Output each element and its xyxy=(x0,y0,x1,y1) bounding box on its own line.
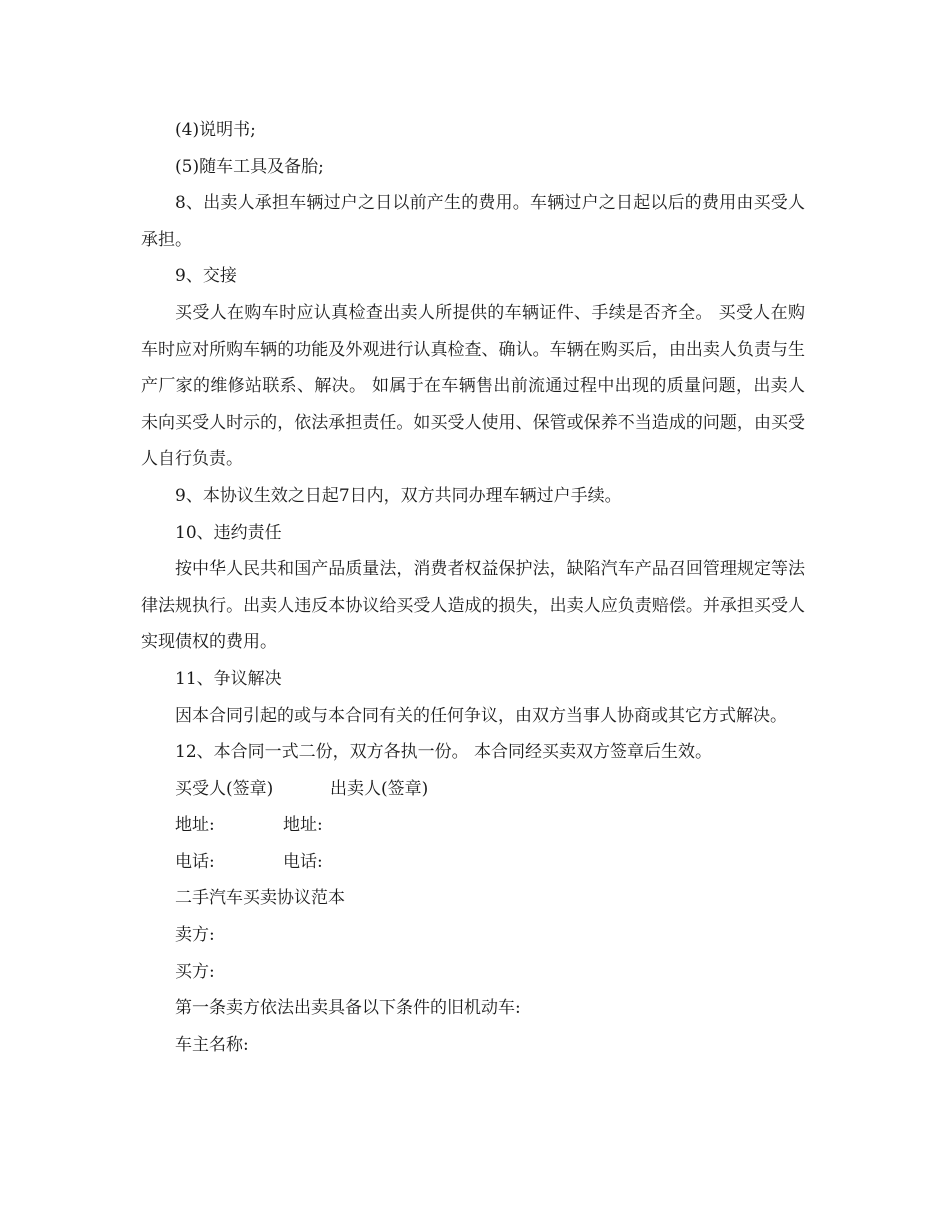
phone-row xyxy=(141,844,805,881)
seller-phone-label: 电话: xyxy=(283,851,323,872)
buyer-phone-label: 电话: xyxy=(175,851,215,872)
clause-12-text: 12、本合同一式二份，双方各执一份。 本合同经买卖双方签章后生效。 xyxy=(175,742,713,763)
clause-11-heading: 11、争议解决 xyxy=(175,668,282,689)
clause-8-fees: 8、出卖人承担车辆过户之日以前产生的费用。车辆过户之日起以后的费用由买受人承担。 xyxy=(141,193,805,250)
signature-row xyxy=(141,771,805,808)
seller-signature-label: 出卖人(签章) xyxy=(330,778,429,799)
article-1-text: 第一条卖方依法出卖具备以下条件的旧机动车: xyxy=(175,998,521,1019)
clause-10-text: 按中华人民共和国产品质量法，消费者权益保护法，缺陷汽车产品召回管理规定等法律法规执行。出卖人违反本协议给买受人造成的损失，出卖人应负责赔偿。并承担买受人实现债权的费用。 xyxy=(141,559,805,653)
clause-11-text: 因本合同引起的或与本合同有关的任何争议，由双方当事人协商或其它方式解决。 xyxy=(175,705,787,726)
item-tools-spare-tire: (5)随车工具及备胎; xyxy=(175,156,324,177)
item-manual: (4)说明书; xyxy=(175,120,256,140)
buyer-address-label: 地址: xyxy=(175,815,215,836)
seller-label: 卖方: xyxy=(175,925,215,946)
clause-9-handover-text: 买受人在购车时应认真检查出卖人所提供的车辆证件、手续是否齐全。 买受人在购车时应对所购车辆的功能及外观进行认真检查、确认。车辆在购买后，由出卖人负责与生产厂家的维修站联系、解决。 如属于在车辆售出前流通过程中出现的质量问题，出卖人未向买受人时示的，依法承担责任。如买受人使用、保管或保养不当造成的问题，由买受人自行负责。 xyxy=(141,302,805,470)
seller-address-label: 地址: xyxy=(283,815,323,836)
clause-9-transfer: 9、本协议生效之日起7日内，双方共同办理车辆过户手续。 xyxy=(175,485,622,506)
owner-name-label: 车主名称: xyxy=(175,1034,249,1055)
address-row xyxy=(141,807,805,844)
buyer-label: 买方: xyxy=(175,961,215,982)
second-agreement-title: 二手汽车买卖协议范本 xyxy=(175,888,345,909)
document-body xyxy=(141,112,805,1063)
buyer-signature-label: 买受人(签章) xyxy=(175,778,274,799)
clause-9-heading: 9、交接 xyxy=(175,266,237,287)
clause-10-heading: 10、违约责任 xyxy=(175,522,282,543)
